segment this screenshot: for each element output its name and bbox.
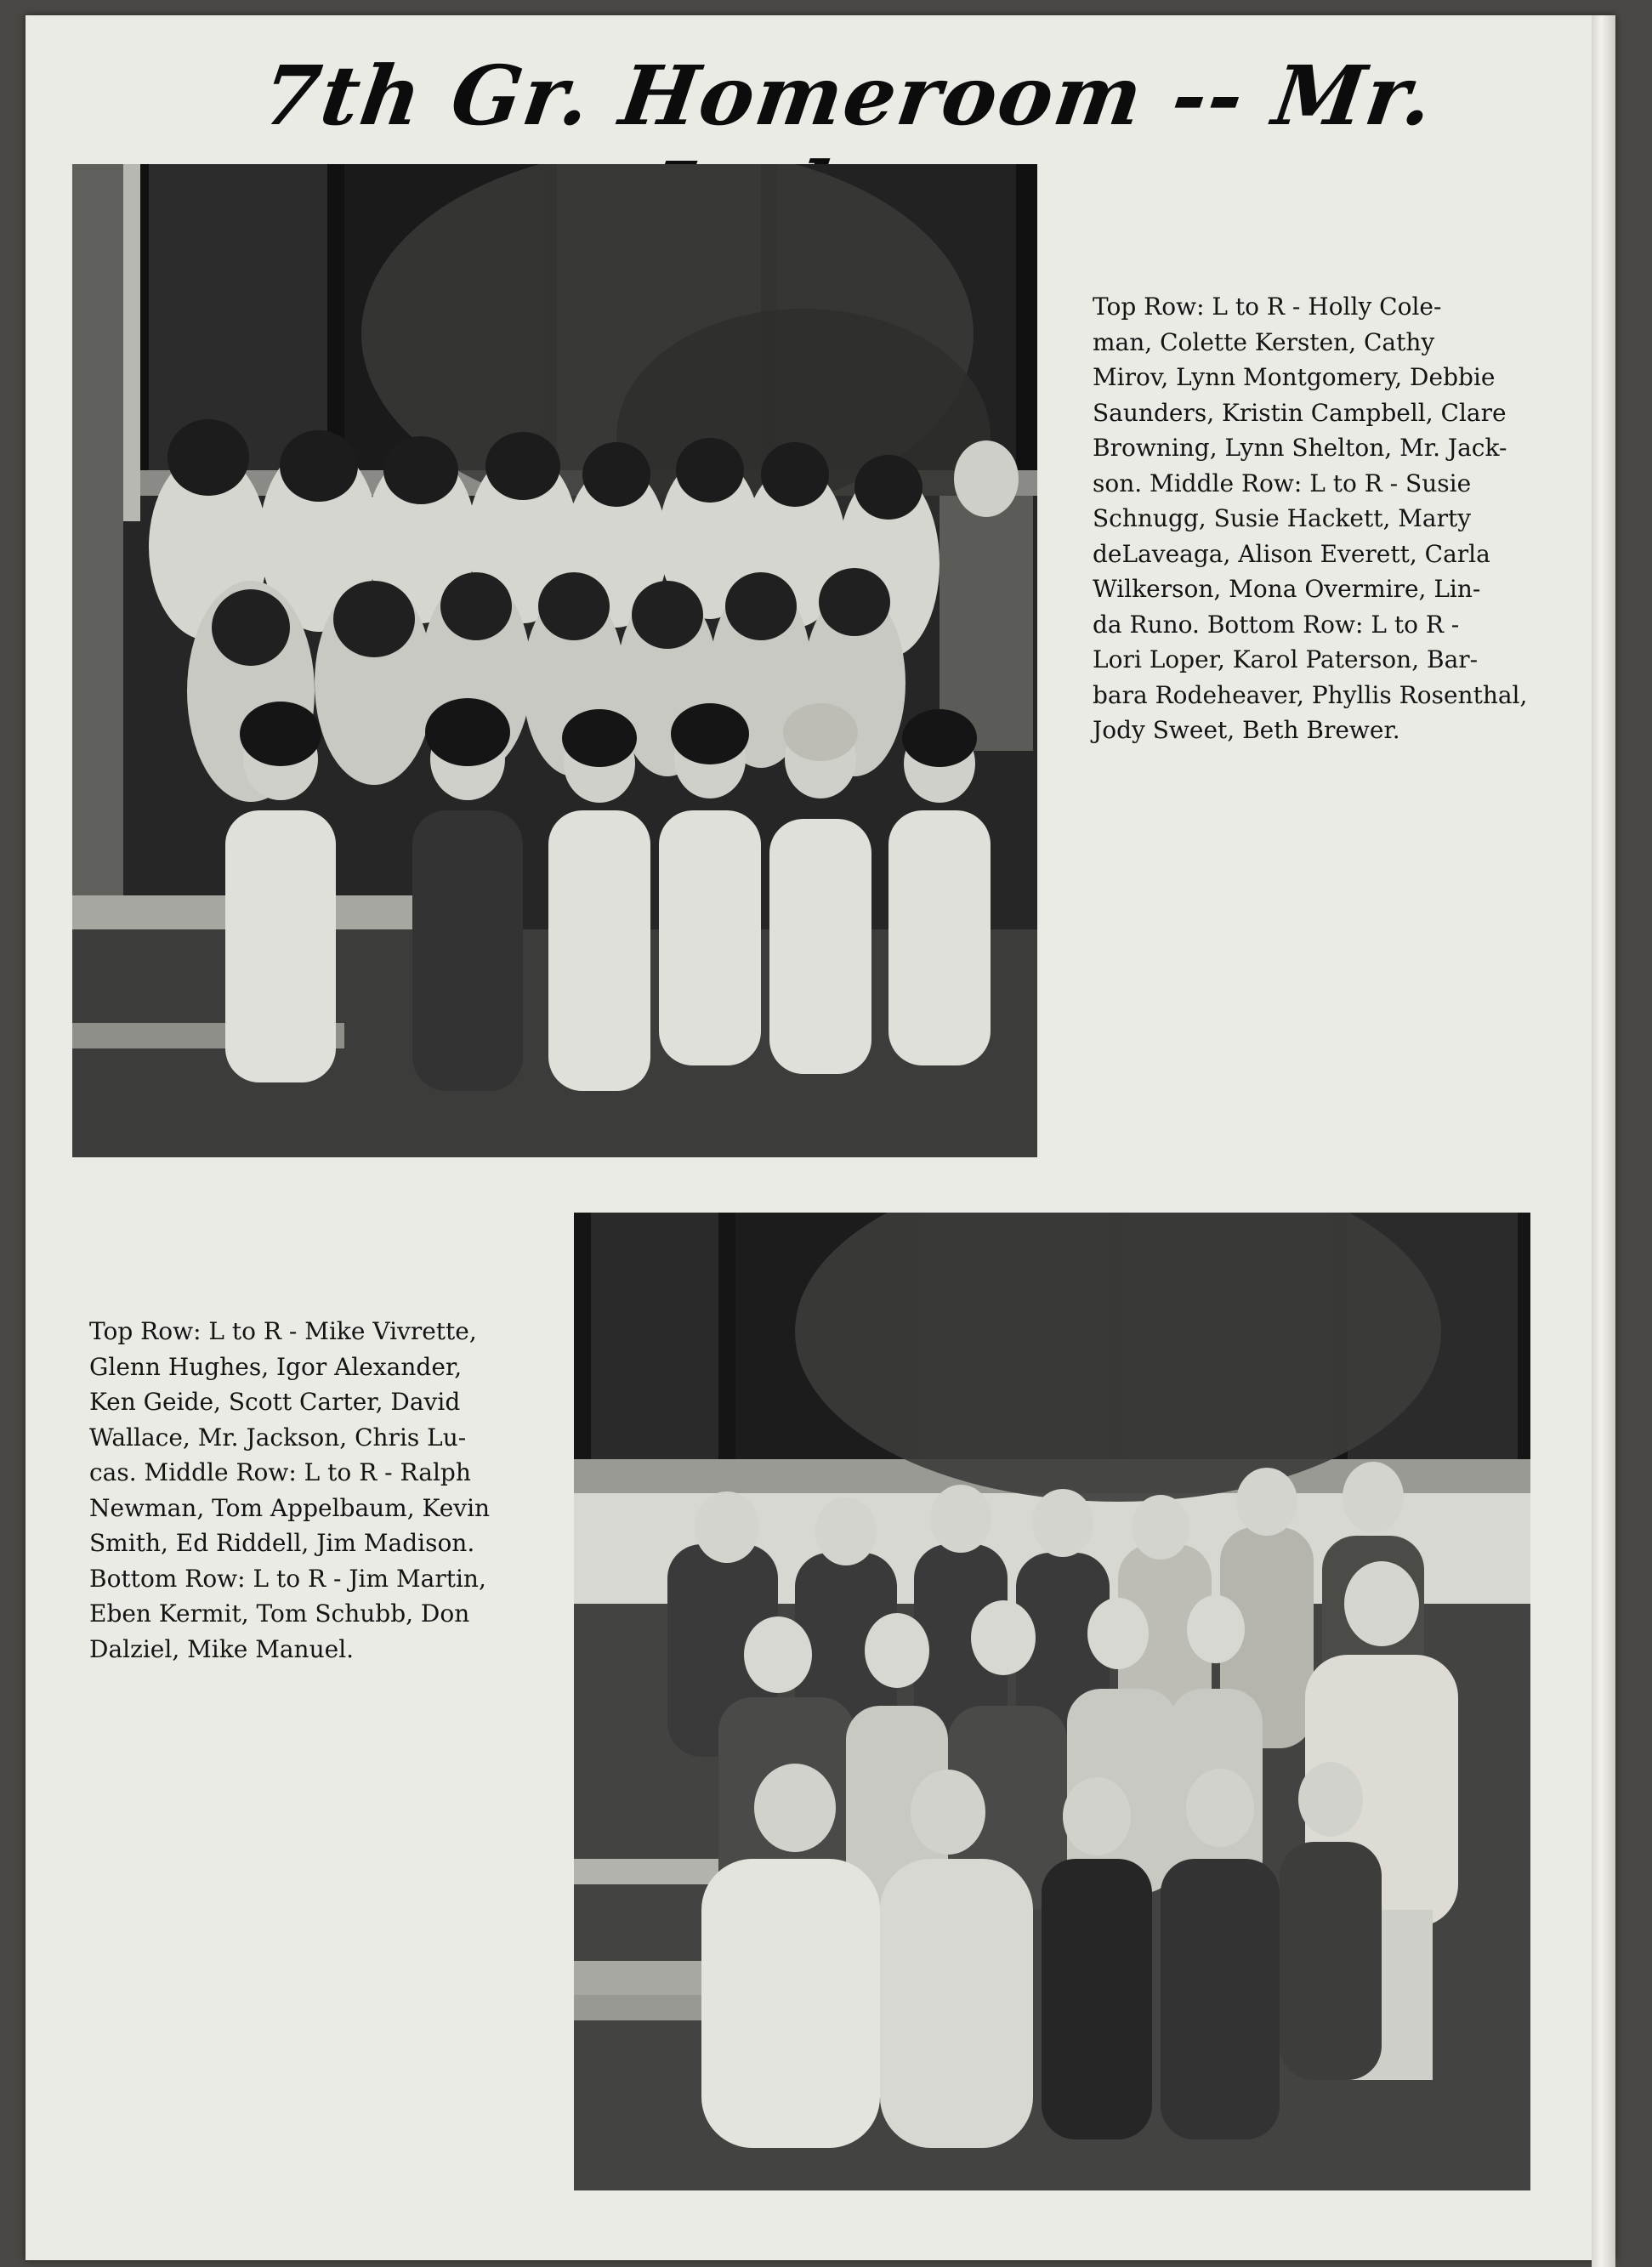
girls-class-photo [72, 164, 1037, 1157]
boys-class-photo [574, 1213, 1530, 2190]
page-edge [1592, 15, 1615, 2267]
girls-photo-caption: Top Row: L to R - Holly Cole- man, Colette Kersten, Cathy Mirov, Lynn Montgomery, Debbie Saunders, Kristin Campbell, Clare Browning, Lynn Shelton, Mr. Jack- son. Middle Row: L to R - Susie Schnugg, Susie Hackett, Marty deLaveaga, Alison Everett, Carla Wilkerson, Mona Overmire, Lin- da Runo. Bottom Row: L to R - Lori Loper, Karol Paterson, Bar- bara Rodeheaver, Phyllis Rosenthal, Jody Sweet, Beth Brewer. [1093, 293, 1528, 744]
class-photo-girls-icon [72, 164, 1037, 1157]
class-photo-boys-icon [574, 1213, 1530, 2190]
yearbook-page [26, 15, 1615, 2260]
page-title: 7th Gr. Homeroom -- Mr. [256, 48, 1441, 144]
boys-photo-caption: Top Row: L to R - Mike Vivrette, Glenn Hughes, Igor Alexander, Ken Geide, Scott Carter, David Wallace, Mr. Jackson, Chris Lu- cas. Middle Row: L to R - Ralph Newman, Tom Appelbaum, Kevin Smith, Ed Riddell, Jim Madison. Bottom Row: L to R - Jim Martin, Eben Kermit, Tom Schubb, Don Dalziel, Mike Manuel. [89, 1317, 491, 1663]
